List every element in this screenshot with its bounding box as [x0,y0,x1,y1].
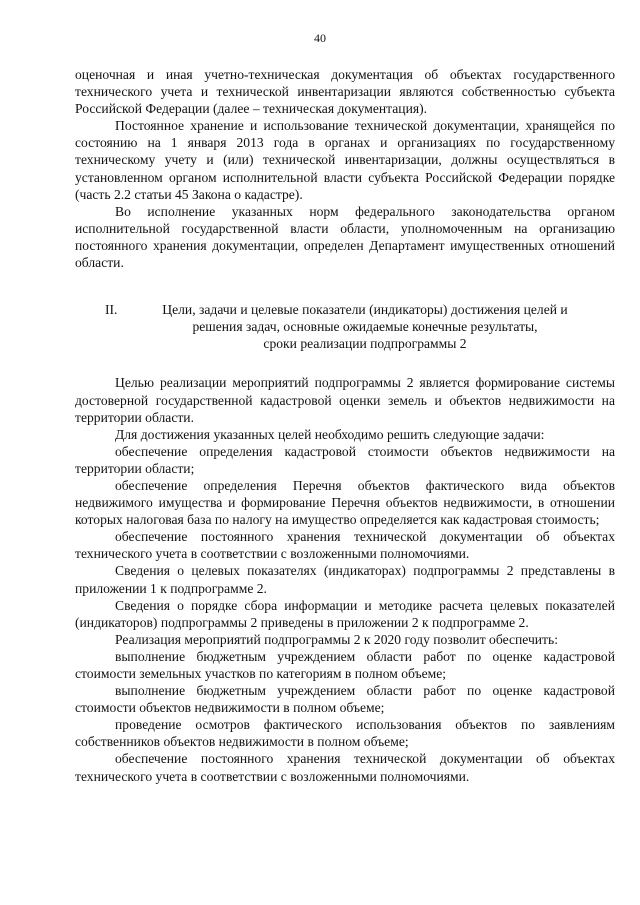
paragraph: выполнение бюджетным учреждением области работ по оценке кадастровой стоимости земельных участков по категориям в полном объеме; [75,648,615,681]
page-number: 40 [314,31,326,45]
paragraph: Постоянное хранение и использование технической документации, хранящейся по состоянию на 1 января 2013 года в органах и организациях по государственному техническому учету и (или) технической инвентаризации, должны осуществляться в установленном органом исполнительной власти субъекта Российской Федерации порядке (часть 2.2 статьи 45 Закона о кадастре). [75,118,615,202]
paragraph: проведение осмотров фактического использования объектов по заявлениям собственников объектов недвижимости в полном объеме; [75,717,615,750]
paragraph: Сведения о целевых показателях (индикаторах) подпрограммы 2 представлены в приложении 1 к подпрограмме 2. [75,563,615,596]
section-title [115,301,615,352]
paragraph: обеспечение определения кадастровой стоимости объектов недвижимости на территории области; [75,443,615,476]
paragraph: обеспечение определения Перечня объектов фактического вида объектов недвижимого имущества и формирование Перечня объектов недвижимости, в отношении которых налоговая база по налогу на имущество определяется как кадастровая стоимость; [75,477,615,528]
paragraph: Реализация мероприятий подпрограммы 2 к 2020 году позволит обеспечить: [115,631,558,647]
paragraph: Сведения о порядке сбора информации и методике расчета целевых показателей (индикаторов) подпрограммы 2 приведены в приложении 2 к подпрограмме 2. [75,597,615,630]
section-title-line: сроки реализации подпрограммы 2 [263,336,467,352]
paragraph: выполнение бюджетным учреждением области работ по оценке кадастровой стоимости объектов недвижимости в полном объеме; [75,683,615,716]
section-heading [75,301,615,352]
section-title-line: Цели, задачи и целевые показатели (индикаторы) достижения целей и [162,302,568,318]
section-number: II. [105,302,118,318]
section-title-line: решения задач, основные ожидаемые конечные результаты, [192,319,538,335]
document-body [75,66,615,785]
paragraph: Во исполнение указанных норм федерального законодательства органом исполнительной государственной власти области, уполномоченным на организацию постоянного хранения документации, определен Департамент имущественных отношений области. [75,203,615,271]
paragraph: обеспечение постоянного хранения технической документации об объектах технического учета в соответствии с возложенными полномочиями. [75,529,615,562]
paragraph: оценочная и иная учетно-техническая документация об объектах государственного технического учета и технической инвентаризации являются собственностью субъекта Российской Федерации (далее – техническая документация). [75,67,615,117]
paragraph: Целью реализации мероприятий подпрограммы 2 является формирование системы достоверной государственной кадастровой оценки земель и объектов недвижимости на территории области. [75,375,615,425]
paragraph: обеспечение постоянного хранения технической документации об объектах технического учета в соответствии с возложенными полномочиями. [75,751,615,784]
paragraph: Для достижения указанных целей необходимо решить следующие задачи: [115,426,545,442]
